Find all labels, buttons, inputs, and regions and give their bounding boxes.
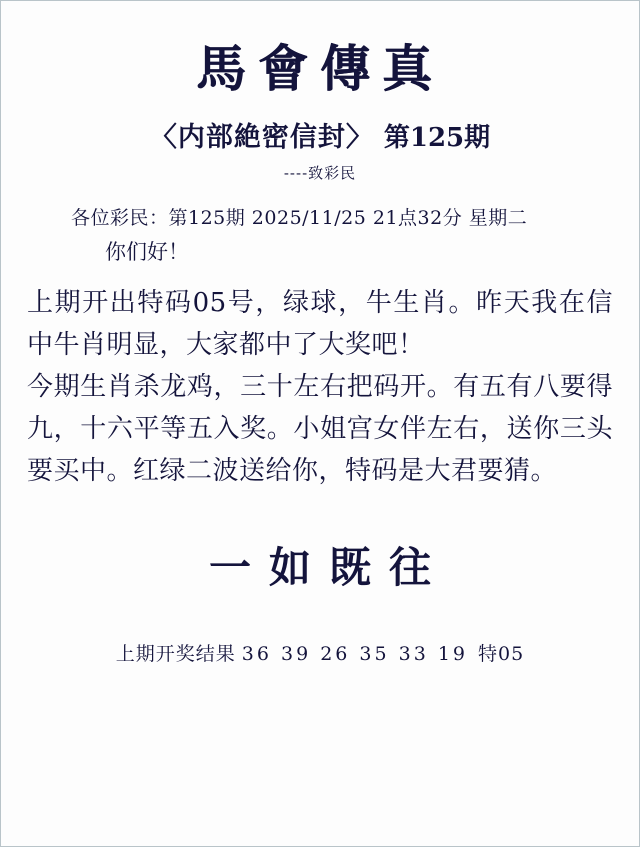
body-text bbox=[27, 282, 613, 493]
subtitle-bracket-text: 〈内部絶密信封〉 bbox=[149, 122, 374, 153]
paragraph-2: 今期生肖杀龙鸡，三十左右把码开。有五有八要得九，十六平等五入奖。小姐宫女伴左右，送你三头要买中。红绿二波送给你，特码是大君要猜。 bbox=[27, 372, 613, 487]
dedication-line: ----致彩民 bbox=[283, 164, 357, 182]
special-number: 05 bbox=[498, 642, 525, 665]
issue-label: 第125期 bbox=[383, 123, 491, 153]
special-label: 特 bbox=[478, 642, 499, 665]
page-title: 馬會傳真 bbox=[196, 39, 444, 98]
greeting-line-1: 各位彩民：第125期 2025/11/25 21点32分 星期二 bbox=[71, 207, 528, 229]
previous-result-numbers: 36 39 26 35 33 19 bbox=[241, 642, 469, 665]
previous-result-label: 上期开奖结果 bbox=[115, 642, 236, 665]
greeting-line-2: 你们好！ bbox=[105, 240, 189, 264]
paragraph-1: 上期开出特码05号，绿球，牛生肖。昨天我在信中牛肖明显，大家都中了大奖吧！ bbox=[27, 288, 613, 361]
motto-text: 一如既往 bbox=[208, 542, 449, 592]
document-inner bbox=[1, 1, 639, 846]
previous-result-footer bbox=[27, 639, 613, 666]
document-subtitle bbox=[27, 115, 613, 154]
